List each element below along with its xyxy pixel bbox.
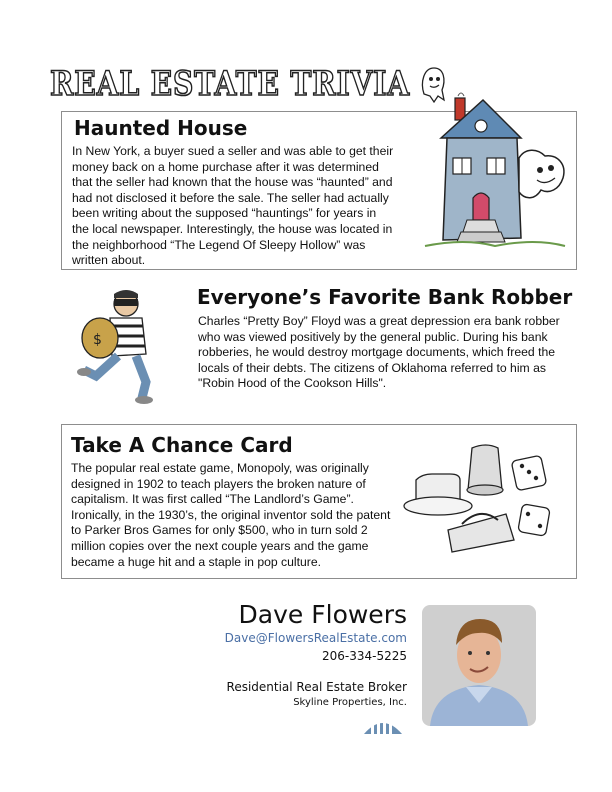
skyline-logo-icon bbox=[362, 712, 404, 736]
monopoly-tokens-icon bbox=[402, 444, 572, 564]
agent-phone: 206-334-5225 bbox=[321, 649, 407, 663]
banner-title: REAL ESTATE TRIVIA bbox=[50, 64, 410, 104]
bank-robber-icon bbox=[76, 286, 172, 410]
bank-robber-text: Charles “Pretty Boy” Floyd was a great depression era bank robber who was viewed positively by the general public. During his bank robberies, he would destroy mortgage documents, which freed the locals of their debts. The citizens of Oklahoma referred to him as "Robin Hood of the Cookson Hills". bbox=[198, 314, 560, 391]
bank-robber-heading: Everyone’s Favorite Bank Robber bbox=[197, 285, 573, 309]
chance-card-heading: Take A Chance Card bbox=[71, 433, 293, 457]
agent-email[interactable]: Dave@FlowersRealEstate.com bbox=[224, 631, 407, 645]
agent-photo bbox=[422, 605, 536, 726]
agent-company: Skyline Properties, Inc. bbox=[293, 697, 407, 708]
trivia-banner bbox=[46, 60, 416, 106]
chance-card-text: The popular real estate game, Monopoly, was originally designed in 1902 to teach players the broken nature of capitalism. It was first called “The Landlord’s Game”. Ironically, in the 1930’s, the original inventor sold the patent to Parker Bros Games for only $500, who in turn sold 2 million copies over the next couple years and the game became a huge hit and a staple in pop culture. bbox=[71, 461, 391, 569]
haunted-house-icon bbox=[425, 88, 583, 256]
svg-text:$: $ bbox=[93, 332, 102, 348]
agent-contact-block bbox=[127, 600, 407, 708]
agent-title: Residential Real Estate Broker bbox=[226, 680, 407, 694]
agent-name: Dave Flowers bbox=[238, 600, 407, 629]
haunted-house-heading: Haunted House bbox=[74, 116, 248, 140]
haunted-house-text: In New York, a buyer sued a seller and was able to get their money back on a home purchase after it was determined that the seller had known that the house was “haunted” and had not disclosed it before the sale. The seller had actually been writing about the supposed “hauntings” for years in the local newspaper. Interestingly, the house was located in the neighborhood “The Legend Of Sleepy Hollow” was written about. bbox=[72, 144, 394, 268]
